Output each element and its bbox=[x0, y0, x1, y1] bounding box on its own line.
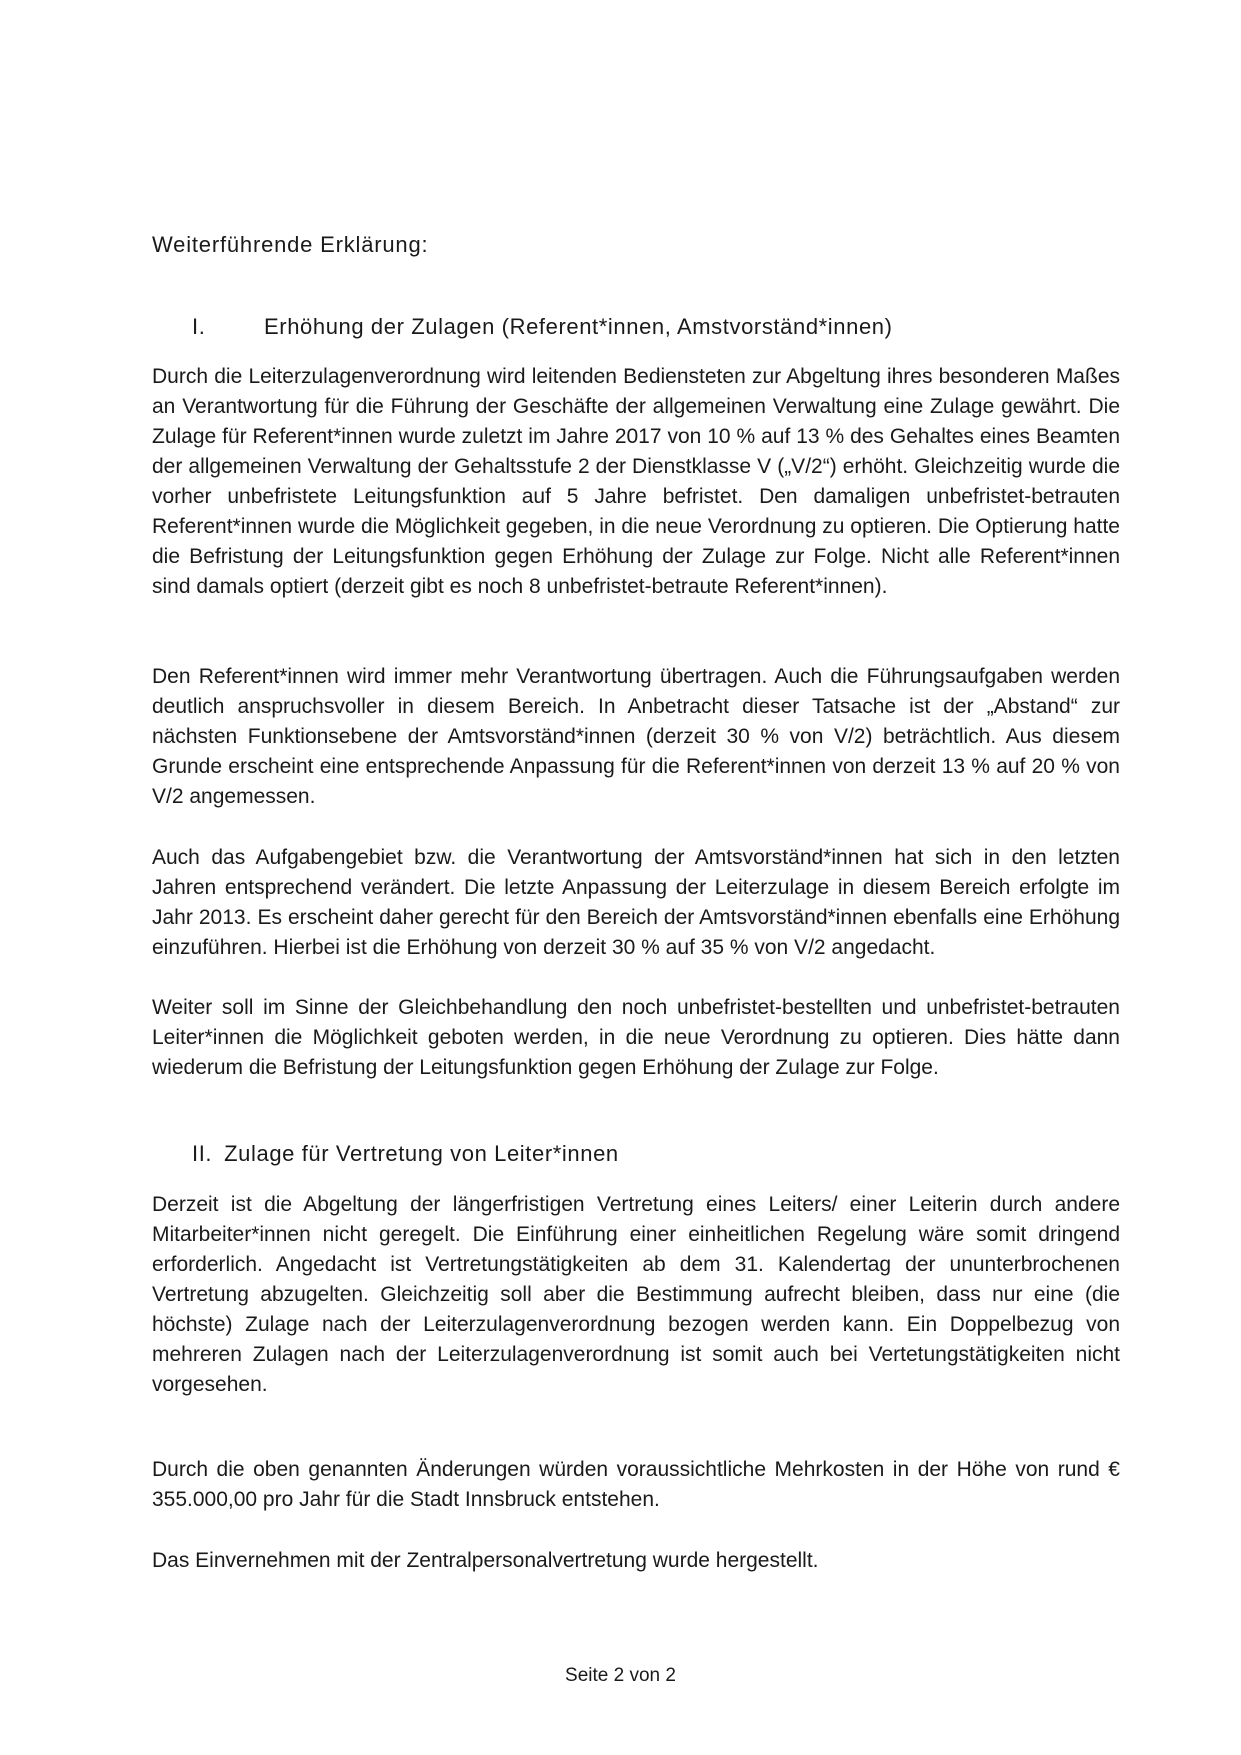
section-number-2: II. bbox=[192, 1141, 213, 1166]
section-number-1: I. bbox=[192, 314, 206, 339]
paragraph-vertretung: Derzeit ist die Abgeltung der längerfristigen Vertretung eines Leiters/ einer Leiterin durch andere Mitarbeiter*innen nicht geregelt. Die Einführung einer einheitlichen Regelung wäre somit dringend erforderlich. Angedacht ist Vertretungstätigkeiten ab dem 31. Kalendertag der ununterbrochenen Vertretung abzugelten. Gleichzeitig soll aber die Bestimmung aufrecht bleiben, dass nur eine (die höchste) Zulage nach der Leiterzulagenverordnung bezogen werden kann. Ein Doppelbezug von mehreren Zulagen nach der Leiterzulagenverordnung ist somit auch bei Vertetungstätigkeiten nicht vorgesehen. bbox=[152, 1193, 1120, 1396]
section-heading-1 bbox=[192, 314, 893, 340]
section-title-1: Erhöhung der Zulagen (Referent*innen, Amstvorständ*innen) bbox=[264, 314, 893, 339]
section-title-2: Zulage für Vertretung von Leiter*innen bbox=[224, 1141, 619, 1166]
page-number-footer: Seite 2 von 2 bbox=[565, 1665, 676, 1686]
paragraph-mehrkosten: Durch die oben genannten Änderungen würden voraussichtliche Mehrkosten in der Höhe von rund € 355.000,00 pro Jahr für die Stadt Innsbruck entstehen. bbox=[152, 1458, 1120, 1511]
paragraph-leiterzulagenverordnung: Durch die Leiterzulagenverordnung wird leitenden Bediensteten zur Abgeltung ihres besonderen Maßes an Verantwortung für die Führung der Geschäfte der allgemeinen Verwaltung eine Zulage gewährt. Die Zulage für Referent*innen wurde zuletzt im Jahre 2017 von 10 % auf 13 % des Gehaltes eines Beamten der allgemeinen Verwaltung der Gehaltsstufe 2 der Dienstklasse V („V/2“) erhöht. Gleichzeitig wurde die vorher unbefristete Leitungsfunktion auf 5 Jahre befristet. Den damaligen unbefristet-betrauten Referent*innen wurde die Möglichkeit gegeben, in die neue Verordnung zu optieren. Die Optierung hatte die Befristung der Leitungsfunktion gegen Erhöhung der Zulage zur Folge. Nicht alle Referent*innen sind damals optiert (derzeit gibt es noch 8 unbefristet-betraute Referent*innen). bbox=[152, 365, 1120, 598]
paragraph-gleichbehandlung: Weiter soll im Sinne der Gleichbehandlung den noch unbefristet-bestellten und unbefristet-betrauten Leiter*innen die Möglichkeit geboten werden, in die neue Verordnung zu optieren. Dies hätte dann wiederum die Befristung der Leitungsfunktion gegen Erhöhung der Zulage zur Folge. bbox=[152, 996, 1120, 1079]
paragraph-referentinnen: Den Referent*innen wird immer mehr Verantwortung übertragen. Auch die Führungsaufgaben werden deutlich anspruchsvoller in diesem Bereich. In Anbetracht dieser Tatsache ist der „Abstand“ zur nächsten Funktionsebene der Amtsvorständ*innen (derzeit 30 % von V/2) beträchtlich. Aus diesem Grunde erscheint eine entsprechende Anpassung für die Referent*innen von derzeit 13 % auf 20 % von V/2 angemessen. bbox=[152, 665, 1120, 808]
intro-heading: Weiterführende Erklärung: bbox=[152, 232, 429, 257]
paragraph-amtsvorstaendinnen: Auch das Aufgabengebiet bzw. die Verantwortung der Amtsvorständ*innen hat sich in den letzten Jahren entsprechend verändert. Die letzte Anpassung der Leiterzulage in diesem Bereich erfolgte im Jahr 2013. Es erscheint daher gerecht für den Bereich der Amtsvorständ*innen ebenfalls eine Erhöhung einzuführen. Hierbei ist die Erhöhung von derzeit 30 % auf 35 % von V/2 angedacht. bbox=[152, 846, 1120, 959]
section-heading-2 bbox=[192, 1141, 619, 1167]
paragraph-einvernehmen: Das Einvernehmen mit der Zentralpersonalvertretung wurde hergestellt. bbox=[152, 1549, 819, 1572]
